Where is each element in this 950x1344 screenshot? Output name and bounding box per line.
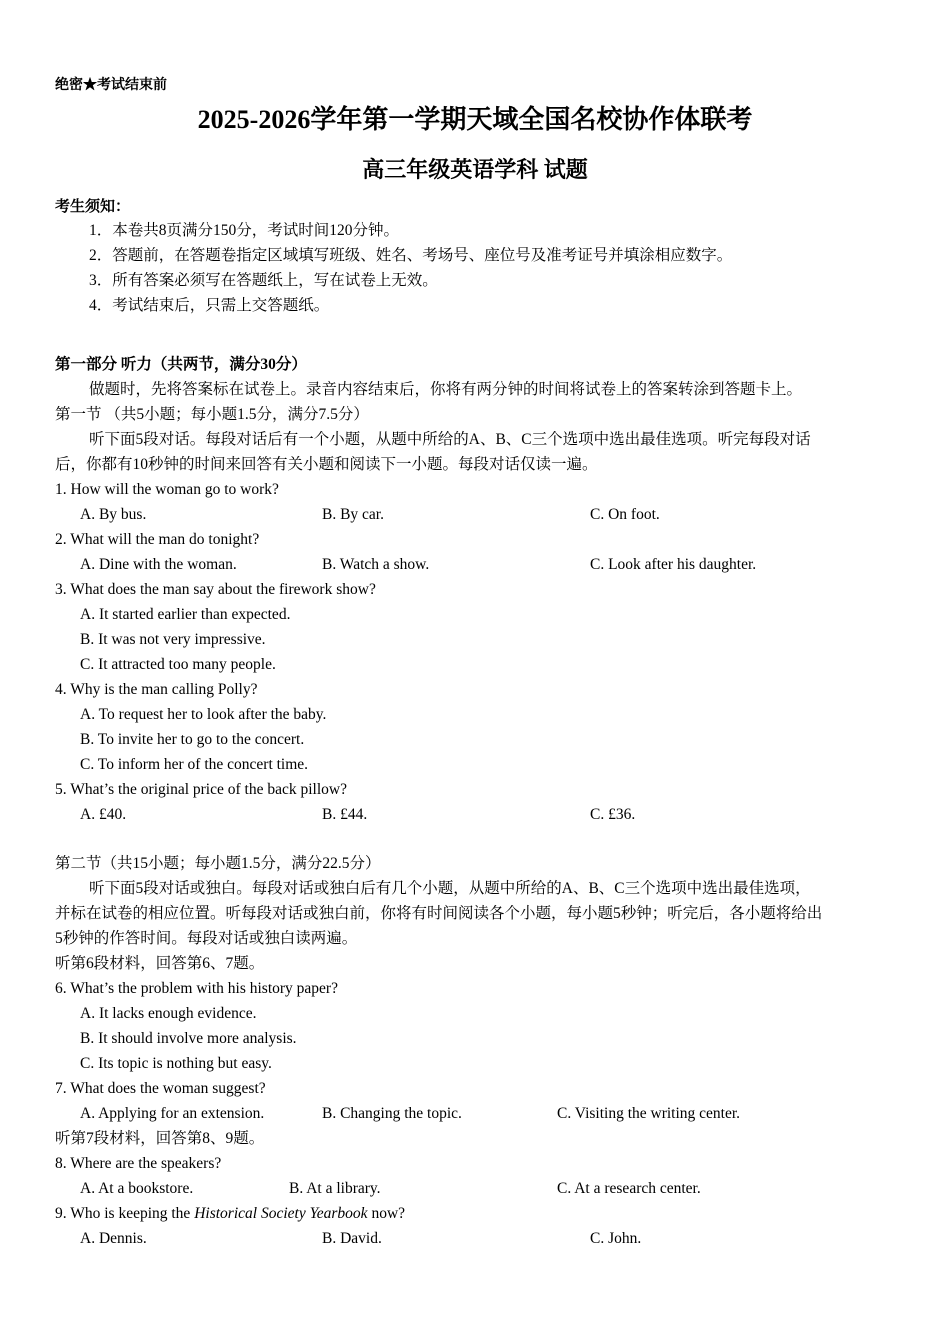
option-a: A. It lacks enough evidence. xyxy=(80,1005,257,1022)
option-a: A. Applying for an extension. xyxy=(80,1105,265,1122)
question-1: 1. How will the woman go to work? xyxy=(55,481,279,498)
option-a: A. By bus. xyxy=(80,506,147,523)
question-8: 8. Where are the speakers? xyxy=(55,1155,222,1172)
question-9-suffix: now? xyxy=(367,1205,406,1222)
option-b: B. At a library. xyxy=(289,1180,381,1197)
option-c: C. Its topic is nothing but easy. xyxy=(80,1055,272,1072)
option-b: B. It was not very impressive. xyxy=(80,631,266,648)
notice-heading: 考生须知： xyxy=(55,199,131,215)
question-9 xyxy=(55,1204,405,1224)
question-6: 6. What’s the problem with his history paper? xyxy=(55,980,338,997)
material-6-note: 听第6段材料，回答第6、7题。 xyxy=(55,955,265,972)
section2-instruction: 5秒钟的作答时间。每段对话或独白读两遍。 xyxy=(55,930,358,947)
material-7-note: 听第7段材料，回答第8、9题。 xyxy=(55,1130,265,1147)
notice-item: 3．所有答案必须写在答题纸上，写在试卷上无效。 xyxy=(89,272,438,289)
question-2: 2. What will the man do tonight? xyxy=(55,531,260,548)
question-9-prefix: 9. Who is keeping the xyxy=(55,1205,195,1222)
question-3: 3. What does the man say about the firework show? xyxy=(55,581,376,598)
notice-item: 1．本卷共8页满分150分，考试时间120分钟。 xyxy=(89,222,400,239)
option-c: C. £36. xyxy=(590,806,636,823)
option-c: C. Visiting the writing center. xyxy=(557,1105,741,1122)
option-b: B. By car. xyxy=(322,506,384,523)
part1-heading: 第一部分 听力（共两节，满分30分） xyxy=(55,356,307,373)
option-a: A. It started earlier than expected. xyxy=(80,606,291,623)
option-b: B. David. xyxy=(322,1230,382,1247)
option-b: B. To invite her to go to the concert. xyxy=(80,731,305,748)
option-c: C. On foot. xyxy=(590,506,660,523)
option-c: C. Look after his daughter. xyxy=(590,556,757,573)
part1-instruction: 做题时，先将答案标在试卷上。录音内容结束后，你将有两分钟的时间将试卷上的答案转涂到答题卡上。 xyxy=(89,381,803,398)
option-c: C. It attracted too many people. xyxy=(80,656,276,673)
question-4: 4. Why is the man calling Polly? xyxy=(55,681,258,698)
exam-subtitle: 高三年级英语学科 试题 xyxy=(362,157,588,182)
notice-item: 4．考试结束后，只需上交答题纸。 xyxy=(89,297,330,314)
section1-instruction: 后，你都有10秒钟的时间来回答有关小题和阅读下一小题。每段对话仅读一遍。 xyxy=(55,456,598,473)
section1-heading: 第一节 （共5小题；每小题1.5分，满分7.5分） xyxy=(55,406,369,423)
option-c: C. At a research center. xyxy=(557,1180,701,1197)
question-9-book-title: Historical Society Yearbook xyxy=(194,1205,368,1222)
confidential-label: 绝密★考试结束前 xyxy=(55,78,167,93)
section2-heading: 第二节（共15小题；每小题1.5分，满分22.5分） xyxy=(55,855,381,872)
option-a: A. £40. xyxy=(80,806,127,823)
option-c: C. John. xyxy=(590,1230,642,1247)
option-c: C. To inform her of the concert time. xyxy=(80,756,309,773)
option-b: B. Changing the topic. xyxy=(322,1105,462,1122)
option-a: A. At a bookstore. xyxy=(80,1180,194,1197)
option-b: B. Watch a show. xyxy=(322,556,430,573)
option-a: A. Dennis. xyxy=(80,1230,147,1247)
question-5: 5. What’s the original price of the back pillow? xyxy=(55,781,347,798)
section2-instruction: 并标在试卷的相应位置。听每段对话或独白前，你将有时间阅读各个小题，每小题5秒钟；听完后，各小题将给出 xyxy=(55,905,823,922)
option-b: B. It should involve more analysis. xyxy=(80,1030,297,1047)
exam-title: 2025-2026学年第一学期天域全国名校协作体联考 xyxy=(197,105,753,134)
section2-instruction: 听下面5段对话或独白。每段对话或独白后有几个小题，从题中所给的A、B、C三个选项中选出最佳选项， xyxy=(89,880,811,897)
section1-instruction: 听下面5段对话。每段对话后有一个小题，从题中所给的A、B、C三个选项中选出最佳选项。听完每段对话 xyxy=(89,431,811,448)
option-a: A. Dine with the woman. xyxy=(80,556,237,573)
question-7: 7. What does the woman suggest? xyxy=(55,1080,266,1097)
option-b: B. £44. xyxy=(322,806,368,823)
notice-item: 2．答题前，在答题卷指定区域填写班级、姓名、考场号、座位号及准考证号并填涂相应数字。 xyxy=(89,247,733,264)
option-a: A. To request her to look after the baby. xyxy=(80,706,327,723)
